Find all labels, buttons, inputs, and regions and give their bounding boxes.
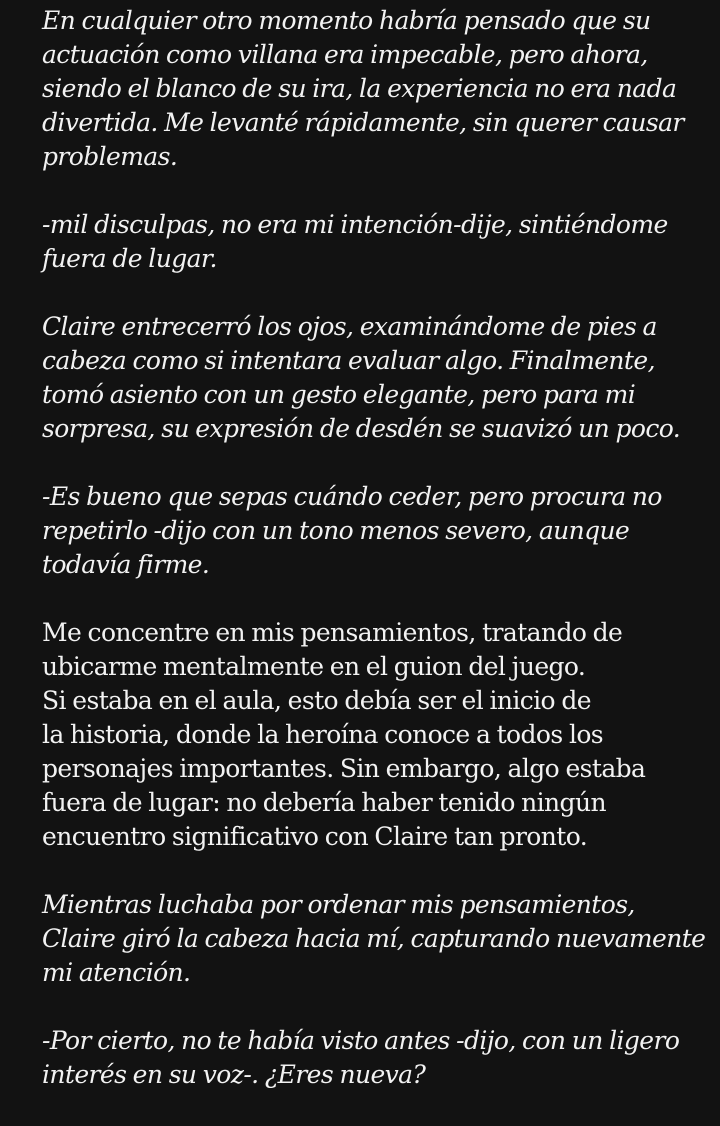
- text-line: tomó asiento con un gesto elegante, pero para mi: [42, 380, 636, 409]
- text-line: encuentro significativo con Claire tan pronto.: [42, 822, 588, 851]
- text-line: interés en su voz-. ¿Eres nueva?: [42, 1060, 426, 1089]
- paragraph-5: [42, 616, 712, 854]
- text-line: todavía firme.: [42, 550, 210, 579]
- text-line: -Por cierto, no te había visto antes -dijo, con un ligero: [42, 1026, 680, 1055]
- paragraph-2: [42, 208, 712, 276]
- paragraph-4: [42, 480, 712, 582]
- text-line: Si estaba en el aula, esto debía ser el inicio de: [42, 686, 591, 715]
- text-line: divertida. Me levanté rápidamente, sin querer causar: [42, 108, 684, 137]
- text-line: Mientras luchaba por ordenar mis pensamientos,: [42, 890, 635, 919]
- paragraph-1: [42, 4, 712, 174]
- text-line: sorpresa, su expresión de desdén se suavizó un poco.: [42, 414, 681, 443]
- text-line: ubicarme mentalmente en el guion del juego.: [42, 652, 586, 681]
- text-line: Me concentre en mis pensamientos, tratando de: [42, 618, 623, 647]
- reading-page: [42, 4, 712, 1126]
- paragraph-7: [42, 1024, 712, 1092]
- text-line: Claire giró la cabeza hacia mí, capturando nuevamente: [42, 924, 706, 953]
- text-line: repetirlo -dijo con un tono menos severo, aunque: [42, 516, 630, 545]
- text-line: fuera de lugar: no debería haber tenido ningún: [42, 788, 606, 817]
- text-line: siendo el blanco de su ira, la experiencia no era nada: [42, 74, 677, 103]
- text-line: mi atención.: [42, 958, 191, 987]
- text-line: -Es bueno que sepas cuándo ceder, pero procura no: [42, 482, 662, 511]
- text-line: actuación como villana era impecable, pero ahora,: [42, 40, 648, 69]
- text-line: problemas.: [42, 142, 178, 171]
- text-line: la historia, donde la heroína conoce a todos los: [42, 720, 604, 749]
- text-line: -mil disculpas, no era mi intención-dije, sintiéndome: [42, 210, 668, 239]
- text-line: cabeza como si intentara evaluar algo. Finalmente,: [42, 346, 655, 375]
- paragraph-3: [42, 310, 712, 446]
- paragraph-6: [42, 888, 712, 990]
- text-line: personajes importantes. Sin embargo, algo estaba: [42, 754, 646, 783]
- text-line: Claire entrecerró los ojos, examinándome de pies a: [42, 312, 657, 341]
- text-line: fuera de lugar.: [42, 244, 217, 273]
- text-line: En cualquier otro momento habría pensado que su: [42, 6, 651, 35]
